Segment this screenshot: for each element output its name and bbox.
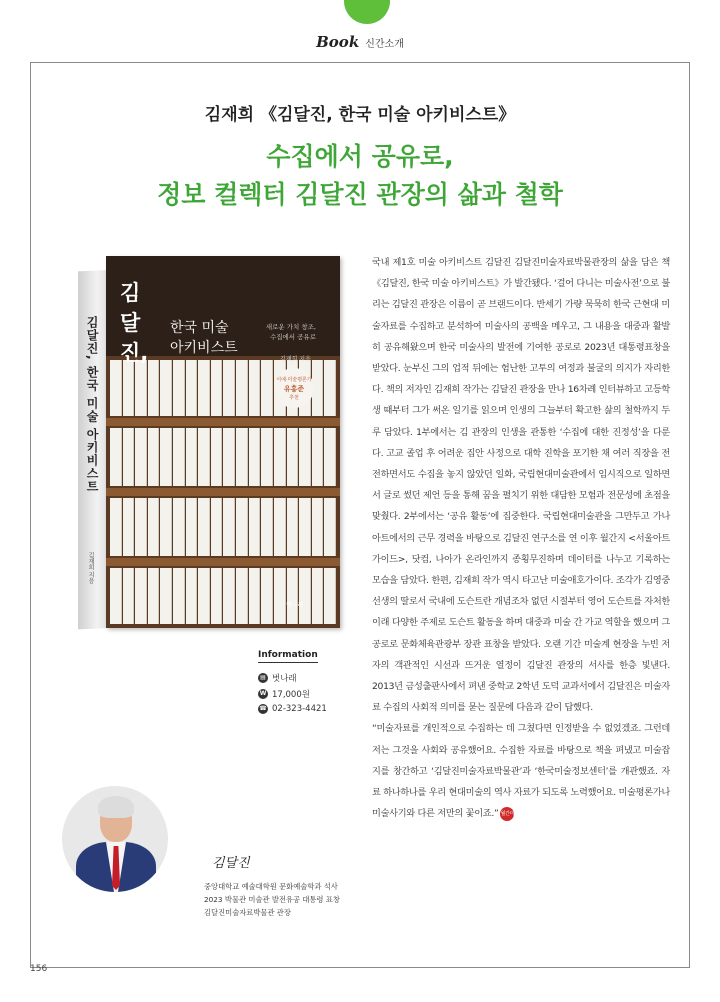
- phone-icon: ☎: [259, 705, 267, 712]
- signature: 김달진: [212, 856, 250, 871]
- author-portrait: [62, 786, 168, 892]
- headline: [0, 138, 720, 214]
- body-paragraph: 국내 제1호 미술 아키비스트 김달진 김달진미술자료박물관장의 삶을 담은 책 《김달진, 한국 미술 아키비스트》가 발간됐다. ‘걸어 다니는 미술사전’으로 불리는 김달진 관장은 이름이 곧 브랜드이다. 반세기 가량 묵묵히 한국 근현대 미술자료를 수집하고 분석하여 미술사의 공백을 메우고, 그 내용을 대중과 활발히 공유해왔으며 한국 미술사의 발전에 기여한 공로로 2023년 대통령표창을 받았다. 눈부신 그의 업적 뒤에는 험난한 고투의 여정과 불굴의 의지가 자리한다. 책의 저자인 김재희 작가는 김달진 관장을 만나 16차례 인터뷰하고 고등학생 때부터 그가 써온 일기를 읽으며 인생의 그늘부터 확고한 삶의 철학까지 두루 담았다. 1부에서는 김 관장의 인생을 관통한 ‘수집에 대한 진정성’을 다룬다. 고교 졸업 후 어려운 집안 사정으로 대학 진학을 포기한 채 여러 직장을 전전하면서도 수집을 놓지 않았던 일화, 국립현대미술관에서 임시직으로 일하면서 글로 썼던 제언 등을 통해 꿈을 펼치기 위한 대담한 모험과 전문성에 초점을 맞췄다. 2부에서는 ‘공유 활동’에 집중한다. 국립현대미술관을 그만두고 가나아트에서의 근무 경력을 바탕으로 김달진 연구소를 연 이후 월간지 <서울아트가이드>, 닷컴, 나아가 온라인까지 종횡무진하며 데이터를 나누고 기록하는 모습을 담았다. 한편, 김재희 작가 역시 타고난 미술애호가이다. 조각가 김영중 선생의 딸로서 국내에 도슨트란 개념조차 없던 시절부터 영어 도슨트를 자처한 이래 다양한 주제로 도슨트 활동을 하며 대중과 미술 간 가교 역할을 했으며 그 공로로 문화체육관광부 장관 표창을 받았다. 오랜 기간 미술계 현장을 누빈 저자의 객관적인 시선과 뜨거운 열정이 김달진 관장의 서사를 한층 빛낸다. 2013년 금성출판사에서 펴낸 중학교 2학년 도덕 교과서에서 김달진은 미술자료 수집의 사회적 의미를 묻는 질문에 다음과 같이 답했다.: [372, 257, 670, 714]
- end-mark-icon: 월간미술: [500, 807, 514, 821]
- section-header: [0, 32, 720, 51]
- info-price: W 17,000원: [259, 690, 310, 700]
- cover-recommend-sticker: 서예·미술평론가 유홍준 추천: [274, 368, 314, 408]
- page-number: 156: [30, 964, 48, 974]
- headline-line-1: 수집에서 공유로,: [266, 142, 454, 171]
- section-label: Book: [316, 33, 360, 51]
- publisher-logo: 벗나래: [286, 602, 304, 609]
- information-title: Information: [258, 650, 318, 663]
- won-icon: W: [259, 690, 267, 697]
- book-subtitle: 김재희 《김달진, 한국 미술 아키비스트》: [204, 105, 516, 125]
- cover-author: 김재희 지음: [280, 356, 311, 363]
- section-dot: [344, 0, 390, 24]
- info-publisher: ▤ 벗나래: [258, 672, 297, 684]
- section-sublabel: 신간소개: [365, 39, 404, 50]
- cover-tagline: 새로운 가치 창조, 수집에서 공유로: [265, 323, 316, 341]
- cover-title: 한국 미술 아키비스트: [170, 320, 238, 356]
- headline-line-2: 정보 컬렉터 김달진 관장의 삶과 철학: [157, 180, 563, 209]
- body-quote: “미술자료를 개인적으로 수집하는 데 그쳤다면 인정받을 수 없었겠죠. 그런데 저는 그것을 사회와 공유했어요. 수집한 자료를 바탕으로 책을 펴냈고 미술잡지를 창간하고 ‘김달진미술자료박물관’과 ‘한국미술정보센터’를 개관했죠. 자료 하나하나를 우리 현대미술의 역사 자료가 되도록 노력했어요. 미술평론가나 미술사기와 다른 저만의 꽃이죠.” 월간미술: [372, 723, 670, 831]
- spine-title: 김달진, 한국 미술 아키비스트: [85, 316, 99, 494]
- cover-title-vertical: 김 달 진,: [120, 281, 149, 365]
- book-icon: ▤: [258, 673, 268, 683]
- book-cover: [78, 256, 340, 628]
- article-body: [372, 252, 670, 831]
- book-front: [106, 256, 340, 628]
- info-phone: ☎ 02-323-4421: [259, 704, 327, 714]
- profile-bio: 중앙대학교 예술대학원 문화예술학과 석사 2023 박물관 미술관 발전유공 대통령 표창 김달진미술자료박물관 관장: [204, 882, 340, 917]
- spine-author: 김재희 지음: [87, 552, 94, 584]
